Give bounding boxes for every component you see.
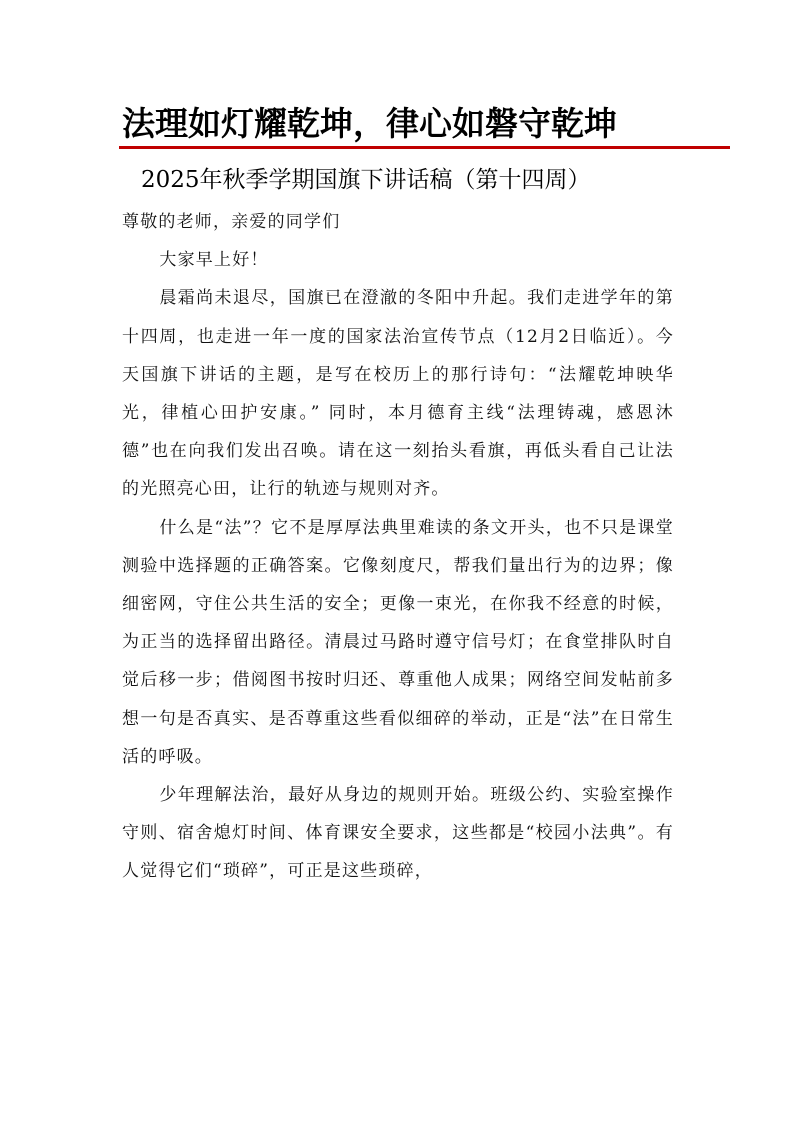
title-underline [119, 146, 730, 149]
paragraph-2: 什么是“法”？它不是厚厚法典里难读的条文开头，也不只是课堂测验中选择题的正确答案。它像刻度尺，帮我们量出行为的边界；像细密网，守住公共生活的安全；更像一束光，在你我不经意的时候，为正当的选择留出路径。清晨过马路时遵守信号灯；在食堂排队时自觉后移一步；借阅图书按时归还、尊重他人成果；网络空间发帖前多想一句是否真实、是否尊重这些看似细碎的举动，正是“法”在日常生活的呼吸。 [122, 517, 674, 767]
document-title: 法理如灯耀乾坤，律心如磐守乾坤 [122, 104, 617, 143]
document-subtitle: 2025年秋季学期国旗下讲话稿（第十四周） [141, 167, 591, 193]
paragraph-3: 少年理解法治，最好从身边的规则开始。班级公约、实验室操作守则、宿舍熄灯时间、体育课安全要求，这些都是“校园小法典”。有人觉得它们“琐碎”，可正是这些琐碎， [122, 785, 674, 882]
paragraph-1: 晨霜尚未退尽，国旗已在澄澈的冬阳中升起。我们走进学年的第十四周，也走进一年一度的国家法治宣传节点（12月2日临近）。今天国旗下讲话的主题，是写在校历上的那行诗句：“法耀乾坤映华光，律植心田护安康。” 同时，本月德育主线“法理铸魂，感恩沐德”也在向我们发出召唤。请在这一刻抬头看旗，再低头看自己让法的光照亮心田，让行的轨迹与规则对齐。 [122, 288, 674, 500]
salutation: 尊敬的老师，亲爱的同学们 [122, 212, 341, 232]
document-body [122, 203, 674, 891]
greeting: 大家早上好！ [159, 250, 269, 271]
